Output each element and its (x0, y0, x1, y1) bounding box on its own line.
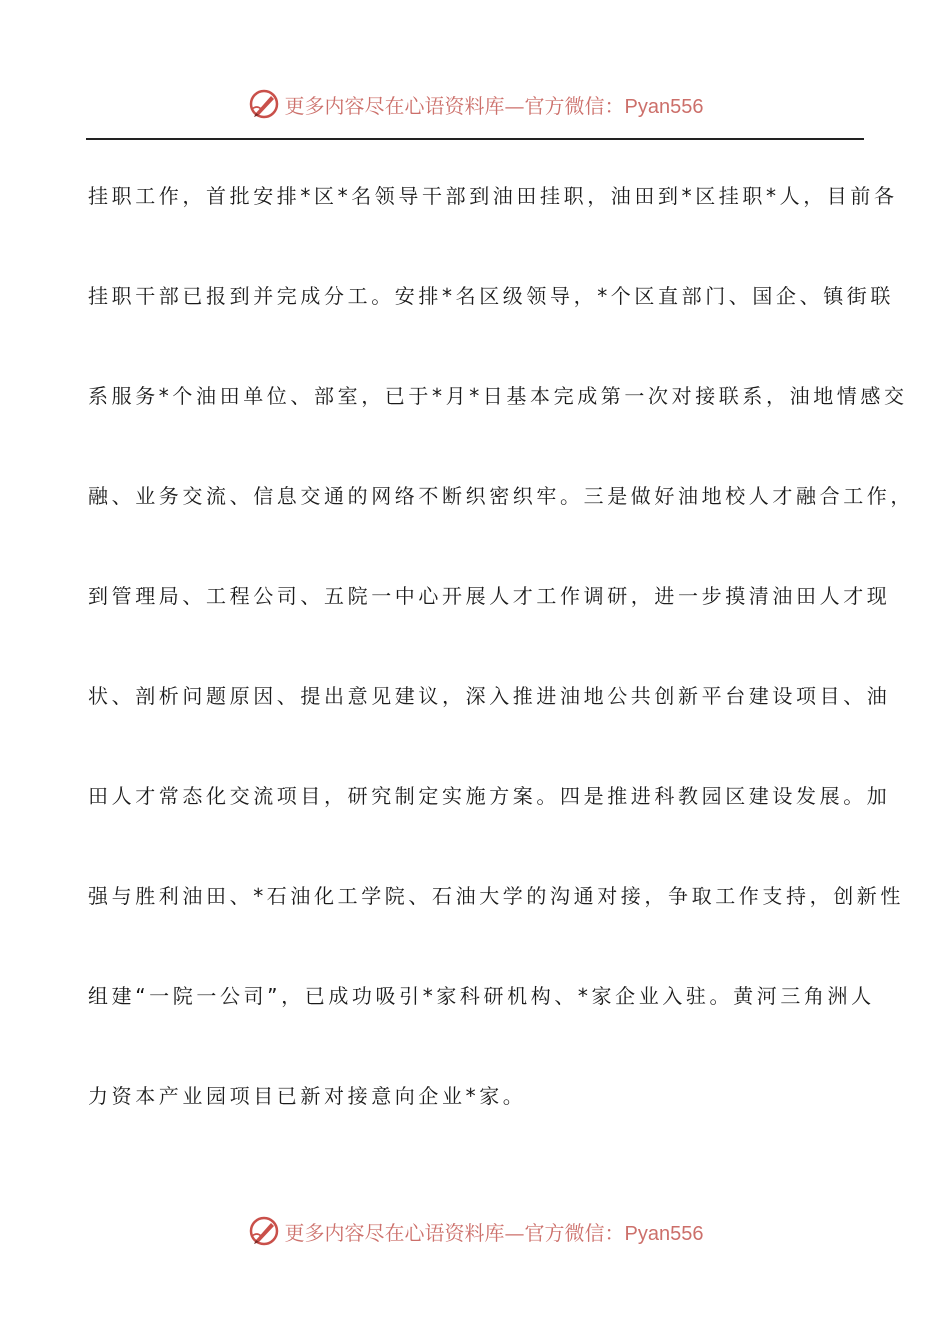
header-wechat-id: Pyan556 (624, 95, 704, 118)
body-line: 强与胜利油田、*石油化工学院、石油大学的沟通对接，争取工作支持，创新性 (88, 884, 904, 908)
body-line: 挂职工作，首批安排*区*名领导干部到油田挂职，油田到*区挂职*人，目前各 (88, 184, 898, 208)
footer-text (285, 1217, 704, 1246)
pen-logo-icon (247, 1214, 281, 1248)
pen-logo-icon (247, 87, 281, 121)
header-banner (0, 84, 950, 124)
footer-banner (0, 1211, 950, 1251)
footer-wechat-id: Pyan556 (624, 1222, 704, 1245)
body-line: 状、剖析问题原因、提出意见建议，深入推进油地公共创新平台建设项目、油 (88, 684, 891, 708)
header-text-main: 更多内容尽在心语资料库—官方微信： (284, 93, 625, 118)
body-line: 到管理局、工程公司、五院一中心开展人才工作调研，进一步摸清油田人才现 (88, 584, 891, 608)
body-line: 田人才常态化交流项目，研究制定实施方案。四是推进科教园区建设发展。加 (88, 784, 891, 808)
body-line: 系服务*个油田单位、部室，已于*月*日基本完成第一次对接联系，油地情感交 (88, 384, 908, 408)
body-line: 融、业务交流、信息交通的网络不断织密织牢。三是做好油地校人才融合工作， (88, 484, 914, 508)
footer-text-main: 更多内容尽在心语资料库—官方微信： (284, 1220, 625, 1245)
body-line: 挂职干部已报到并完成分工。安排*名区级领导，*个区直部门、国企、镇街联 (88, 284, 894, 308)
document-body (88, 146, 914, 1146)
header-text (285, 90, 704, 119)
header-divider (86, 138, 864, 140)
body-line: 力资本产业园项目已新对接意向企业*家。 (88, 1084, 527, 1108)
body-line: 组建“一院一公司”，已成功吸引*家科研机构、*家企业入驻。黄河三角洲人 (88, 984, 875, 1008)
